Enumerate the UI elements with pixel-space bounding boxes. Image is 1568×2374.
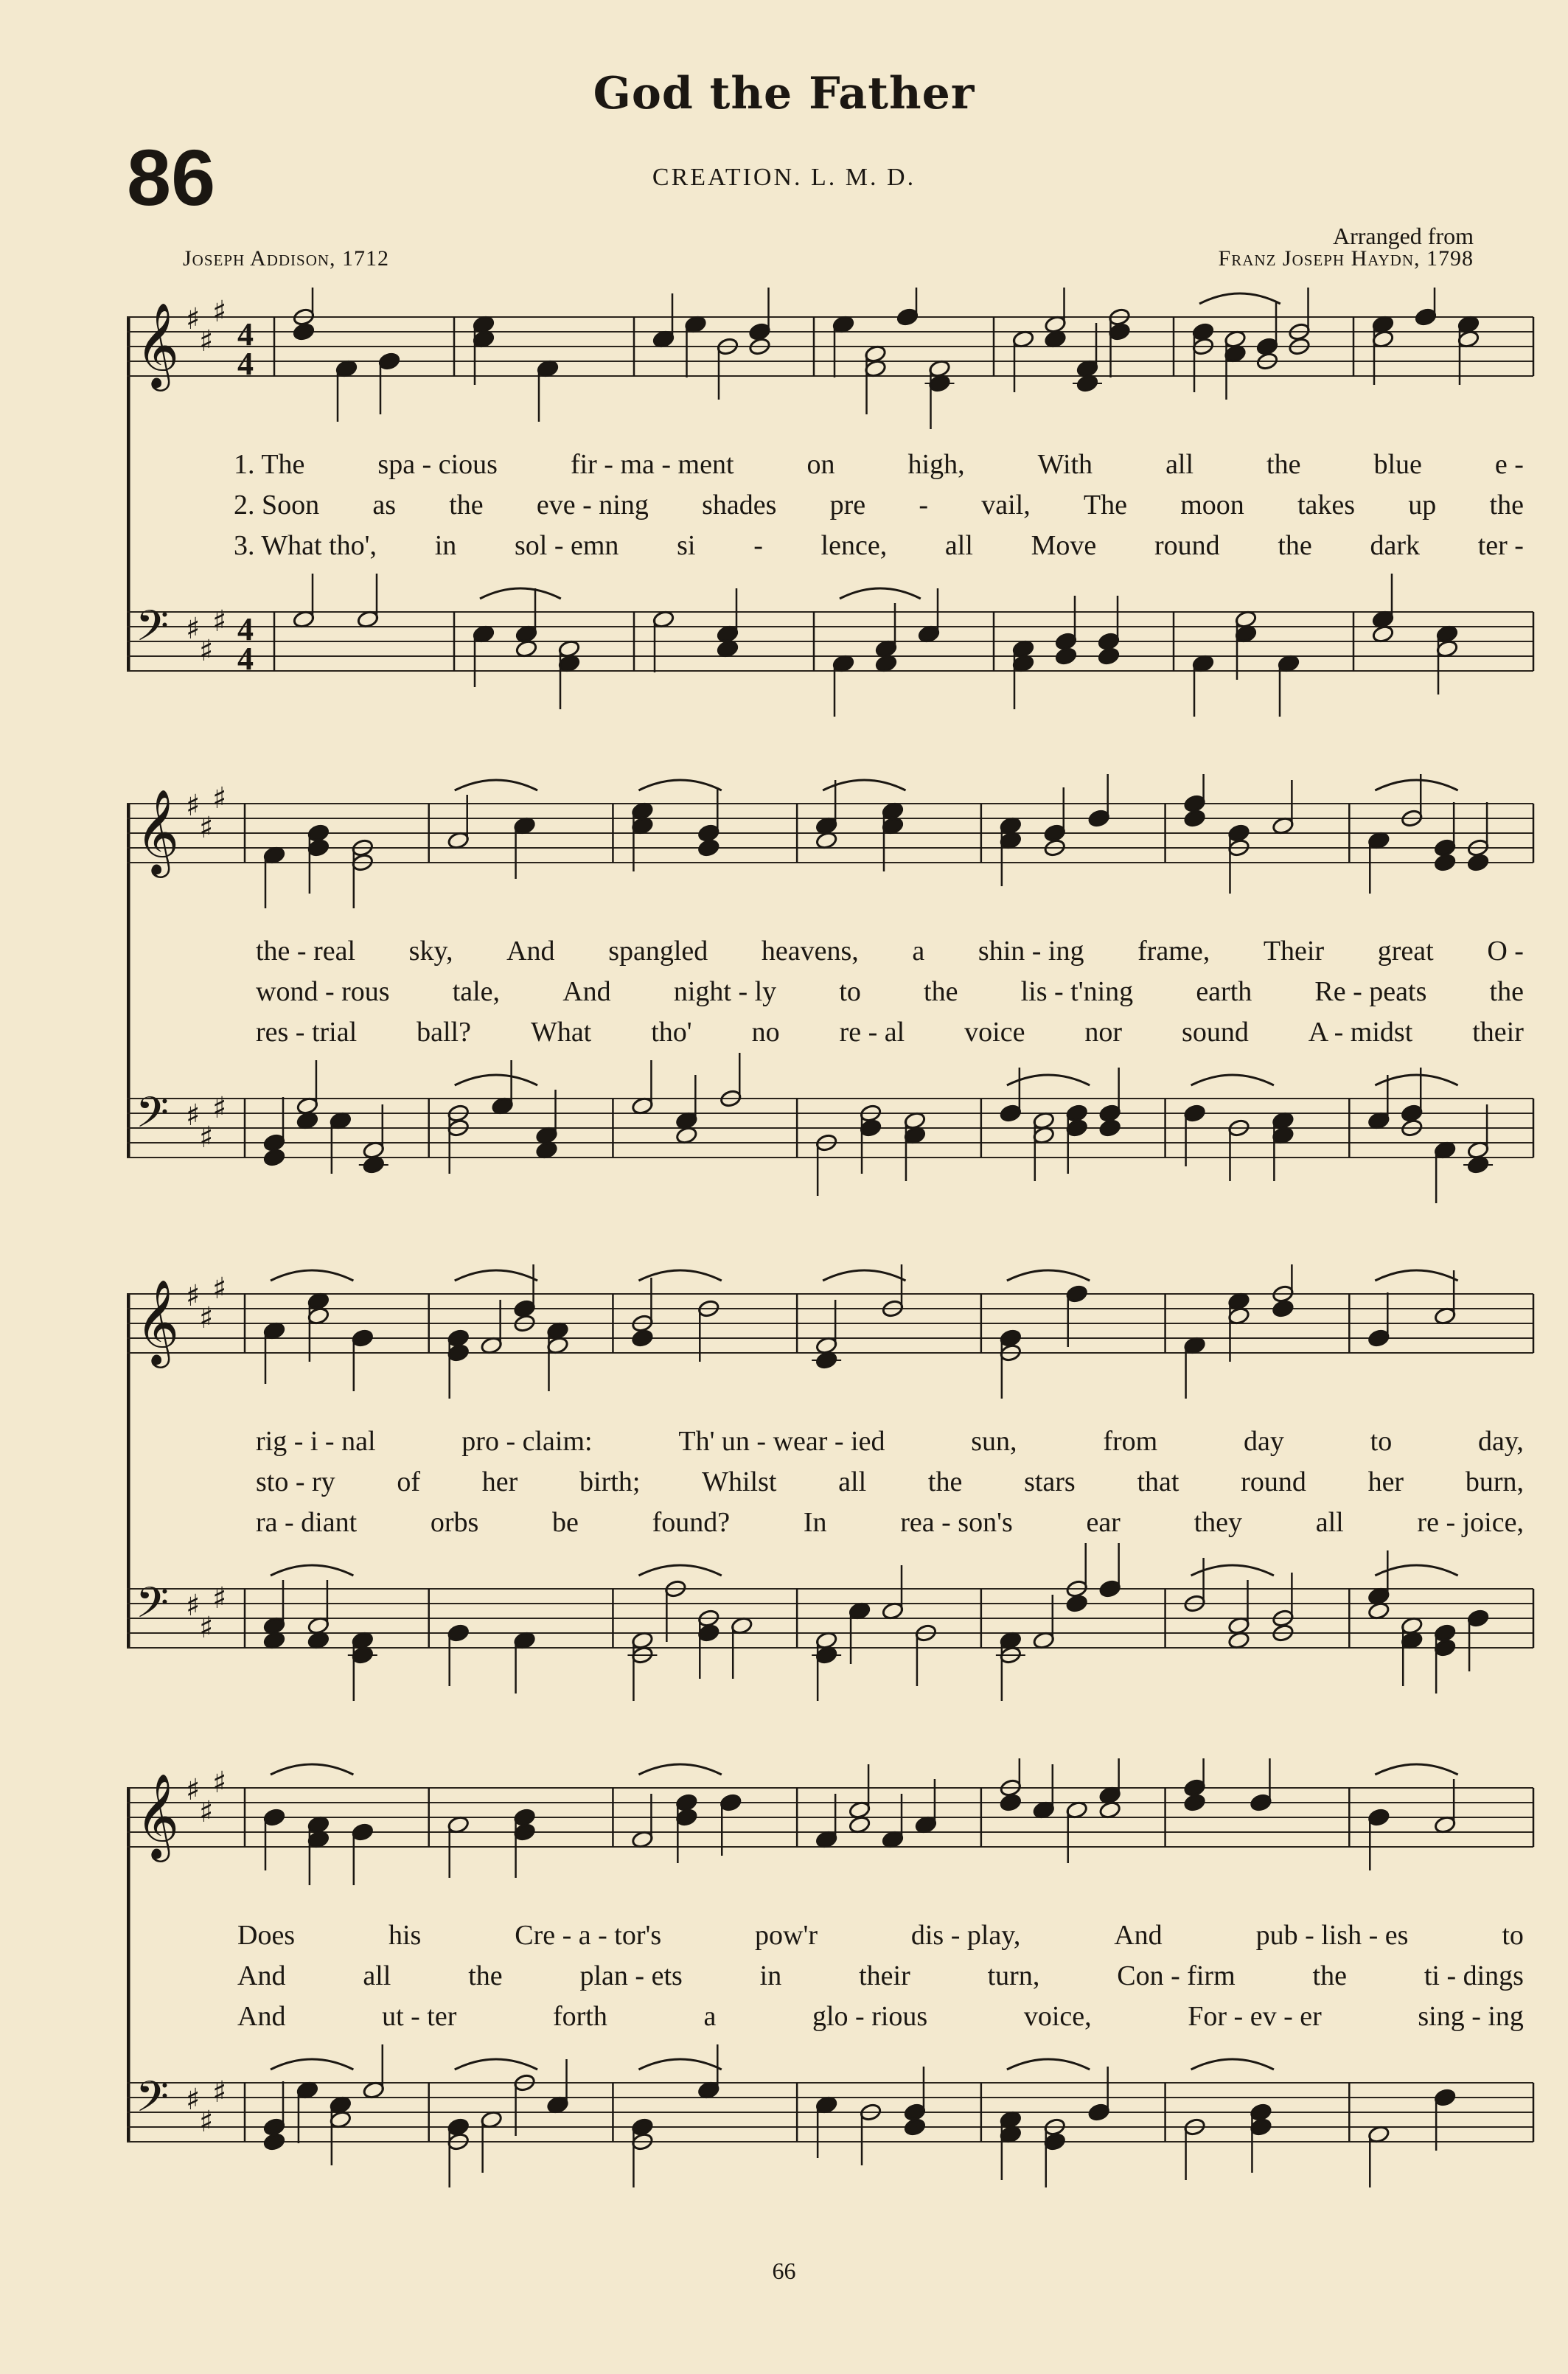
note-head xyxy=(1000,1329,1022,1348)
lyric-syllable: birth; xyxy=(579,1466,641,1497)
lyric-verse-1 xyxy=(237,1919,1524,1952)
sharp-icon: ♯ xyxy=(186,302,201,336)
note-head xyxy=(904,2117,927,2137)
slur xyxy=(455,780,537,790)
treble-staff xyxy=(127,1758,1533,1885)
lyric-syllable: Does xyxy=(237,1920,296,1951)
note-head xyxy=(1000,1793,1022,1812)
note-head xyxy=(1367,1329,1390,1348)
note-head xyxy=(697,1623,720,1643)
lyric-syllable: si xyxy=(677,530,696,561)
lyric-syllable: her xyxy=(1367,1466,1404,1497)
note-head xyxy=(1272,1299,1295,1318)
lyric-syllable: pre xyxy=(829,490,866,521)
sharp-icon: ♯ xyxy=(212,1766,227,1800)
lyric-syllable: 1. The xyxy=(234,449,305,480)
lyric-syllable: plan - ets xyxy=(579,1960,683,1991)
lyric-syllable: rig - i - nal xyxy=(256,1426,376,1457)
slur xyxy=(638,2059,721,2070)
lyric-syllable: in xyxy=(759,1960,782,1991)
lyric-syllable: eve - ning xyxy=(536,490,649,521)
lyric-syllable: the xyxy=(1312,1960,1347,1991)
note-head xyxy=(1065,1594,1088,1613)
lyric-syllable: dark xyxy=(1370,530,1420,561)
note-head xyxy=(513,1808,536,1827)
lyric-syllable: takes xyxy=(1297,490,1356,521)
lyric-syllable: ter - xyxy=(1477,530,1524,561)
sharp-icon: ♯ xyxy=(212,1272,227,1306)
hymn-number: 86 xyxy=(127,133,216,222)
slur xyxy=(1199,293,1280,304)
note-head xyxy=(1183,1793,1206,1812)
sharp-icon: ♯ xyxy=(212,2075,227,2109)
slur xyxy=(638,1565,721,1576)
note-head xyxy=(1087,2103,1110,2122)
note-head xyxy=(719,1793,742,1812)
lyric-verse-1 xyxy=(256,1425,1524,1458)
lyric-syllable: the xyxy=(468,1960,503,1991)
lyric-syllable: blue xyxy=(1373,449,1422,480)
lyric-syllable: round xyxy=(1241,1466,1306,1497)
lyric-syllable: O - xyxy=(1487,936,1524,967)
note-head xyxy=(352,1329,374,1348)
slur xyxy=(455,2059,537,2070)
lyric-syllable: frame, xyxy=(1137,936,1210,967)
lyric-syllable: that xyxy=(1137,1466,1180,1497)
slur xyxy=(455,1270,537,1281)
note-head xyxy=(447,1329,470,1348)
lyric-syllable: in xyxy=(434,530,457,561)
lyric-syllable: res - trial xyxy=(256,1017,358,1048)
note-head xyxy=(1467,853,1490,872)
lyric-syllable: Con - firm xyxy=(1117,1960,1236,1991)
sharp-icon: ♯ xyxy=(212,782,227,815)
lyric-syllable: on xyxy=(806,449,835,480)
tune-name: CREATION. L. M. D. xyxy=(652,164,916,191)
lyric-syllable: Move xyxy=(1031,530,1097,561)
note-head xyxy=(904,2103,927,2122)
slur xyxy=(271,1565,353,1576)
lyric-syllable: sun, xyxy=(971,1426,1017,1457)
lyric-syllable: 2. Soon xyxy=(234,490,320,521)
staff-notation xyxy=(127,288,1535,759)
lyric-syllable: as xyxy=(372,490,397,521)
slur xyxy=(271,1270,353,1281)
time-signature-digit: 4 xyxy=(237,611,254,647)
note-head xyxy=(1043,824,1066,843)
lyric-syllable: the xyxy=(1489,976,1524,1007)
lyric-syllable: no xyxy=(751,1017,780,1048)
lyric-syllable: voice xyxy=(964,1017,1025,1048)
slur xyxy=(1375,1764,1457,1775)
slur xyxy=(1007,2059,1090,2070)
slur xyxy=(1191,2059,1274,2070)
lyric-syllable: pub - lish - es xyxy=(1255,1920,1409,1951)
lyric-syllable: the xyxy=(449,490,484,521)
lyric-syllable: For - ev - er xyxy=(1188,2001,1322,2032)
note-head xyxy=(1250,1793,1272,1812)
composer-credit: Franz Joseph Haydn, 1798 xyxy=(1218,246,1474,271)
lyric-syllable: lis - t'ning xyxy=(1020,976,1134,1007)
lyric-syllable: e - xyxy=(1494,449,1524,480)
lyric-syllable: all xyxy=(1315,1507,1344,1538)
lyric-syllable: wond - rous xyxy=(256,976,390,1007)
treble-clef-icon: 𝄞 xyxy=(136,1278,180,1365)
lyric-syllable: from xyxy=(1103,1426,1158,1457)
lyric-syllable: night - ly xyxy=(673,976,777,1007)
lyric-syllable: the - real xyxy=(256,936,356,967)
lyric-syllable: Th' un - wear - ied xyxy=(678,1426,885,1457)
bass-staff xyxy=(127,1543,1533,1701)
note-head xyxy=(1227,824,1250,843)
lyric-syllable: re - joice, xyxy=(1417,1507,1524,1538)
sharp-icon: ♯ xyxy=(212,295,227,329)
note-head xyxy=(1434,838,1457,857)
lyric-syllable: to xyxy=(1370,1426,1393,1457)
lyric-syllable: With xyxy=(1037,449,1093,480)
lyric-syllable: Re - peats xyxy=(1314,976,1427,1007)
bass-staff xyxy=(127,1053,1533,1203)
lyric-syllable: spangled xyxy=(608,936,708,967)
note-head xyxy=(307,824,330,843)
lyric-syllable: The xyxy=(1083,490,1127,521)
lyric-syllable: their xyxy=(1472,1017,1524,1048)
lyric-syllable: his xyxy=(388,1920,422,1951)
lyric-syllable: to xyxy=(1502,1920,1524,1951)
note-head xyxy=(896,307,919,327)
sharp-icon: ♯ xyxy=(186,2083,201,2117)
lyric-syllable: heavens, xyxy=(761,936,859,967)
note-head xyxy=(1055,632,1078,651)
lyric-syllable: burn, xyxy=(1465,1466,1524,1497)
lyric-syllable: sol - emn xyxy=(514,530,619,561)
lyric-syllable: the xyxy=(924,976,958,1007)
lyric-syllable: a xyxy=(912,936,925,967)
slur xyxy=(1375,1270,1457,1281)
arranged-from-note: Arranged from xyxy=(1332,223,1474,249)
lyric-syllable: ra - diant xyxy=(256,1507,358,1538)
note-head xyxy=(1192,322,1215,341)
note-head xyxy=(263,1808,286,1827)
note-head xyxy=(1434,1623,1457,1643)
lyric-syllable: turn, xyxy=(987,1960,1040,1991)
lyric-syllable: fir - ma - ment xyxy=(570,449,734,480)
lyric-syllable: In xyxy=(803,1507,827,1538)
lyric-syllable: A - midst xyxy=(1308,1017,1413,1048)
note-head xyxy=(1087,809,1110,828)
lyric-syllable: to xyxy=(839,976,861,1007)
slur xyxy=(271,2059,353,2070)
note-head xyxy=(263,2132,286,2151)
lyric-syllable: sto - ry xyxy=(256,1466,335,1497)
lyric-syllable: re - al xyxy=(839,1017,905,1048)
note-head xyxy=(1183,1104,1206,1123)
treble-staff xyxy=(127,774,1533,908)
bass-clef-icon: 𝄢 xyxy=(136,1087,170,1148)
lyric-verse-1 xyxy=(256,935,1524,967)
note-head xyxy=(1065,1284,1088,1303)
sharp-icon: ♯ xyxy=(186,1279,201,1313)
note-head xyxy=(631,1329,654,1348)
lyric-syllable: ut - ter xyxy=(382,2001,457,2032)
lyric-syllable: shades xyxy=(702,490,777,521)
treble-staff xyxy=(127,288,1533,429)
lyric-syllable: dis - play, xyxy=(910,1920,1021,1951)
note-head xyxy=(513,1299,536,1318)
time-signature-digit: 4 xyxy=(237,346,254,382)
treble-clef-icon: 𝄞 xyxy=(136,788,180,874)
lyric-syllable: ear xyxy=(1086,1507,1121,1538)
sharp-icon: ♯ xyxy=(199,634,214,668)
sharp-icon: ♯ xyxy=(199,1611,214,1645)
note-head xyxy=(1250,2117,1272,2137)
lyric-verse-3 xyxy=(256,1016,1524,1048)
lyric-syllable: great xyxy=(1377,936,1434,967)
note-head xyxy=(1098,647,1121,666)
sharp-icon: ♯ xyxy=(186,789,201,823)
note-head xyxy=(1467,1609,1490,1628)
lyric-syllable: lence, xyxy=(820,530,888,561)
lyric-syllable: vail, xyxy=(981,490,1031,521)
staff-notation xyxy=(127,1264,1535,1736)
lyric-syllable: And xyxy=(237,1960,286,1991)
note-head xyxy=(1098,1104,1121,1123)
note-head xyxy=(513,1823,536,1842)
lyric-syllable: day xyxy=(1244,1426,1284,1457)
slur xyxy=(638,780,721,790)
note-head xyxy=(860,1118,882,1138)
lyric-syllable: Whilst xyxy=(702,1466,777,1497)
note-head xyxy=(1183,1778,1206,1797)
lyric-syllable: be xyxy=(552,1507,579,1538)
lyric-syllable: And xyxy=(562,976,611,1007)
note-head xyxy=(263,2117,286,2137)
note-head xyxy=(697,838,720,857)
sharp-icon: ♯ xyxy=(199,1301,214,1335)
note-head xyxy=(748,322,771,341)
note-head xyxy=(631,2117,654,2137)
lyric-syllable: earth xyxy=(1196,976,1252,1007)
note-head xyxy=(675,1808,698,1827)
note-head xyxy=(447,2117,470,2137)
note-head xyxy=(1401,1104,1424,1123)
sharp-icon: ♯ xyxy=(199,1795,214,1829)
lyric-syllable: sound xyxy=(1182,1017,1249,1048)
lyric-syllable: And xyxy=(237,2001,286,2032)
lyric-syllable: - xyxy=(919,490,928,521)
note-head xyxy=(1065,1104,1088,1123)
treble-clef-icon: 𝄞 xyxy=(136,1772,180,1859)
note-head xyxy=(1098,1118,1121,1138)
lyric-syllable: spa - cious xyxy=(377,449,498,480)
time-signature-digit: 4 xyxy=(237,316,254,352)
lyric-syllable: day, xyxy=(1478,1426,1524,1457)
lyric-syllable: nor xyxy=(1084,1017,1123,1048)
sharp-icon: ♯ xyxy=(212,1581,227,1615)
sharp-icon: ♯ xyxy=(186,1773,201,1807)
note-head xyxy=(1434,1638,1457,1657)
note-head xyxy=(1043,2132,1066,2151)
slur xyxy=(1191,1075,1274,1085)
lyric-syllable: sing - ing xyxy=(1418,2001,1524,2032)
author-credit: Joseph Addison, 1712 xyxy=(183,246,390,271)
lyric-syllable: glo - rious xyxy=(812,2001,928,2032)
lyric-syllable: And xyxy=(1114,1920,1163,1951)
lyric-syllable: her xyxy=(481,1466,518,1497)
lyric-syllable: the xyxy=(1266,449,1301,480)
sharp-icon: ♯ xyxy=(199,811,214,845)
music-system-2 xyxy=(127,774,1535,1246)
lyric-syllable: What xyxy=(530,1017,592,1048)
note-head xyxy=(293,322,316,341)
lyric-syllable: a xyxy=(703,2001,717,2032)
lyric-syllable: shin - ing xyxy=(978,936,1084,967)
lyric-syllable: they xyxy=(1194,1507,1242,1538)
slur xyxy=(455,1075,537,1085)
slur xyxy=(271,1764,353,1775)
sharp-icon: ♯ xyxy=(199,324,214,358)
lyric-verse-2 xyxy=(256,1466,1524,1498)
note-head xyxy=(447,1623,470,1643)
note-head xyxy=(1183,809,1206,828)
lyric-syllable: the xyxy=(927,1466,963,1497)
lyric-syllable: moon xyxy=(1180,490,1244,521)
lyric-verse-2 xyxy=(234,489,1524,521)
note-head xyxy=(1183,794,1206,813)
lyric-syllable: the xyxy=(1278,530,1312,561)
lyric-syllable: forth xyxy=(553,2001,607,2032)
lyric-verse-3 xyxy=(237,2000,1524,2033)
lyric-syllable: Their xyxy=(1263,936,1325,967)
lyric-verse-1 xyxy=(234,448,1524,481)
lyric-syllable: round xyxy=(1154,530,1220,561)
lyric-syllable: all xyxy=(838,1466,867,1497)
lyric-syllable: sky, xyxy=(408,936,453,967)
note-head xyxy=(1367,1808,1390,1827)
slur xyxy=(1007,1270,1090,1281)
lyric-syllable: - xyxy=(753,530,763,561)
treble-clef-icon: 𝄞 xyxy=(136,302,180,388)
music-system-3 xyxy=(127,1264,1535,1736)
lyric-syllable: ball? xyxy=(417,1017,471,1048)
lyric-syllable: high, xyxy=(907,449,965,480)
sharp-icon: ♯ xyxy=(186,1589,201,1623)
time-signature-digit: 4 xyxy=(237,641,254,677)
note-head xyxy=(1415,307,1438,327)
sharp-icon: ♯ xyxy=(186,612,201,646)
lyric-syllable: all xyxy=(1165,449,1194,480)
lyric-verse-2 xyxy=(256,975,1524,1008)
note-head xyxy=(307,838,330,857)
lyric-syllable: up xyxy=(1408,490,1437,521)
note-head xyxy=(675,1793,698,1812)
lyric-syllable: pow'r xyxy=(755,1920,818,1951)
note-head xyxy=(1250,2103,1272,2122)
lyric-syllable: stars xyxy=(1024,1466,1076,1497)
note-head xyxy=(1098,632,1121,651)
bass-clef-icon: 𝄢 xyxy=(136,2072,170,2132)
lyric-syllable: voice, xyxy=(1023,2001,1092,2032)
note-head xyxy=(1098,1579,1121,1598)
sharp-icon: ♯ xyxy=(212,605,227,638)
note-head xyxy=(1256,337,1279,356)
music-system-1 xyxy=(127,288,1535,759)
bass-clef-icon: 𝄢 xyxy=(136,601,170,661)
lyric-verse-2 xyxy=(237,1960,1524,1992)
bass-clef-icon: 𝄢 xyxy=(136,1578,170,1638)
lyric-syllable: all xyxy=(363,1960,391,1991)
note-head xyxy=(378,352,401,371)
staff-notation xyxy=(127,774,1535,1246)
slur xyxy=(823,1270,905,1281)
slur xyxy=(638,1764,721,1775)
lyric-verse-3 xyxy=(234,529,1524,562)
music-system-4 xyxy=(127,1758,1535,2245)
page-number: 66 xyxy=(772,2258,796,2284)
slur xyxy=(1375,780,1457,790)
bass-staff xyxy=(127,2044,1533,2187)
lyric-syllable: the xyxy=(1489,490,1524,521)
lyric-syllable: tale, xyxy=(452,976,501,1007)
note-head xyxy=(352,1823,374,1842)
lyric-syllable: ti - dings xyxy=(1424,1960,1524,1991)
lyric-syllable: 3. What tho', xyxy=(234,530,377,561)
note-head xyxy=(1065,1118,1088,1138)
treble-staff xyxy=(127,1264,1533,1399)
lyric-syllable: orbs xyxy=(430,1507,479,1538)
slur xyxy=(480,588,561,599)
lyric-syllable: their xyxy=(859,1960,910,1991)
lyric-syllable: pro - claim: xyxy=(461,1426,593,1457)
note-head xyxy=(263,1133,286,1152)
note-head xyxy=(1434,2088,1457,2107)
lyric-syllable: of xyxy=(397,1466,421,1497)
section-title: God the Father xyxy=(593,68,975,119)
note-head xyxy=(263,1148,286,1167)
lyric-syllable: rea - son's xyxy=(900,1507,1013,1538)
slur xyxy=(840,588,921,599)
note-head xyxy=(1434,853,1457,872)
note-head xyxy=(697,824,720,843)
note-head xyxy=(1108,322,1131,341)
sharp-icon: ♯ xyxy=(199,1121,214,1155)
lyric-syllable: Cre - a - tor's xyxy=(515,1920,662,1951)
note-head xyxy=(1000,1104,1022,1123)
lyric-syllable: And xyxy=(506,936,555,967)
sharp-icon: ♯ xyxy=(199,2105,214,2139)
note-head xyxy=(447,1343,470,1362)
lyric-syllable: tho' xyxy=(651,1017,692,1048)
lyric-syllable: all xyxy=(944,530,973,561)
note-head xyxy=(1055,647,1078,666)
lyric-syllable: found? xyxy=(652,1507,731,1538)
lyric-verse-3 xyxy=(256,1506,1524,1539)
bass-staff xyxy=(127,574,1533,717)
sharp-icon: ♯ xyxy=(186,1099,201,1132)
sharp-icon: ♯ xyxy=(212,1091,227,1125)
